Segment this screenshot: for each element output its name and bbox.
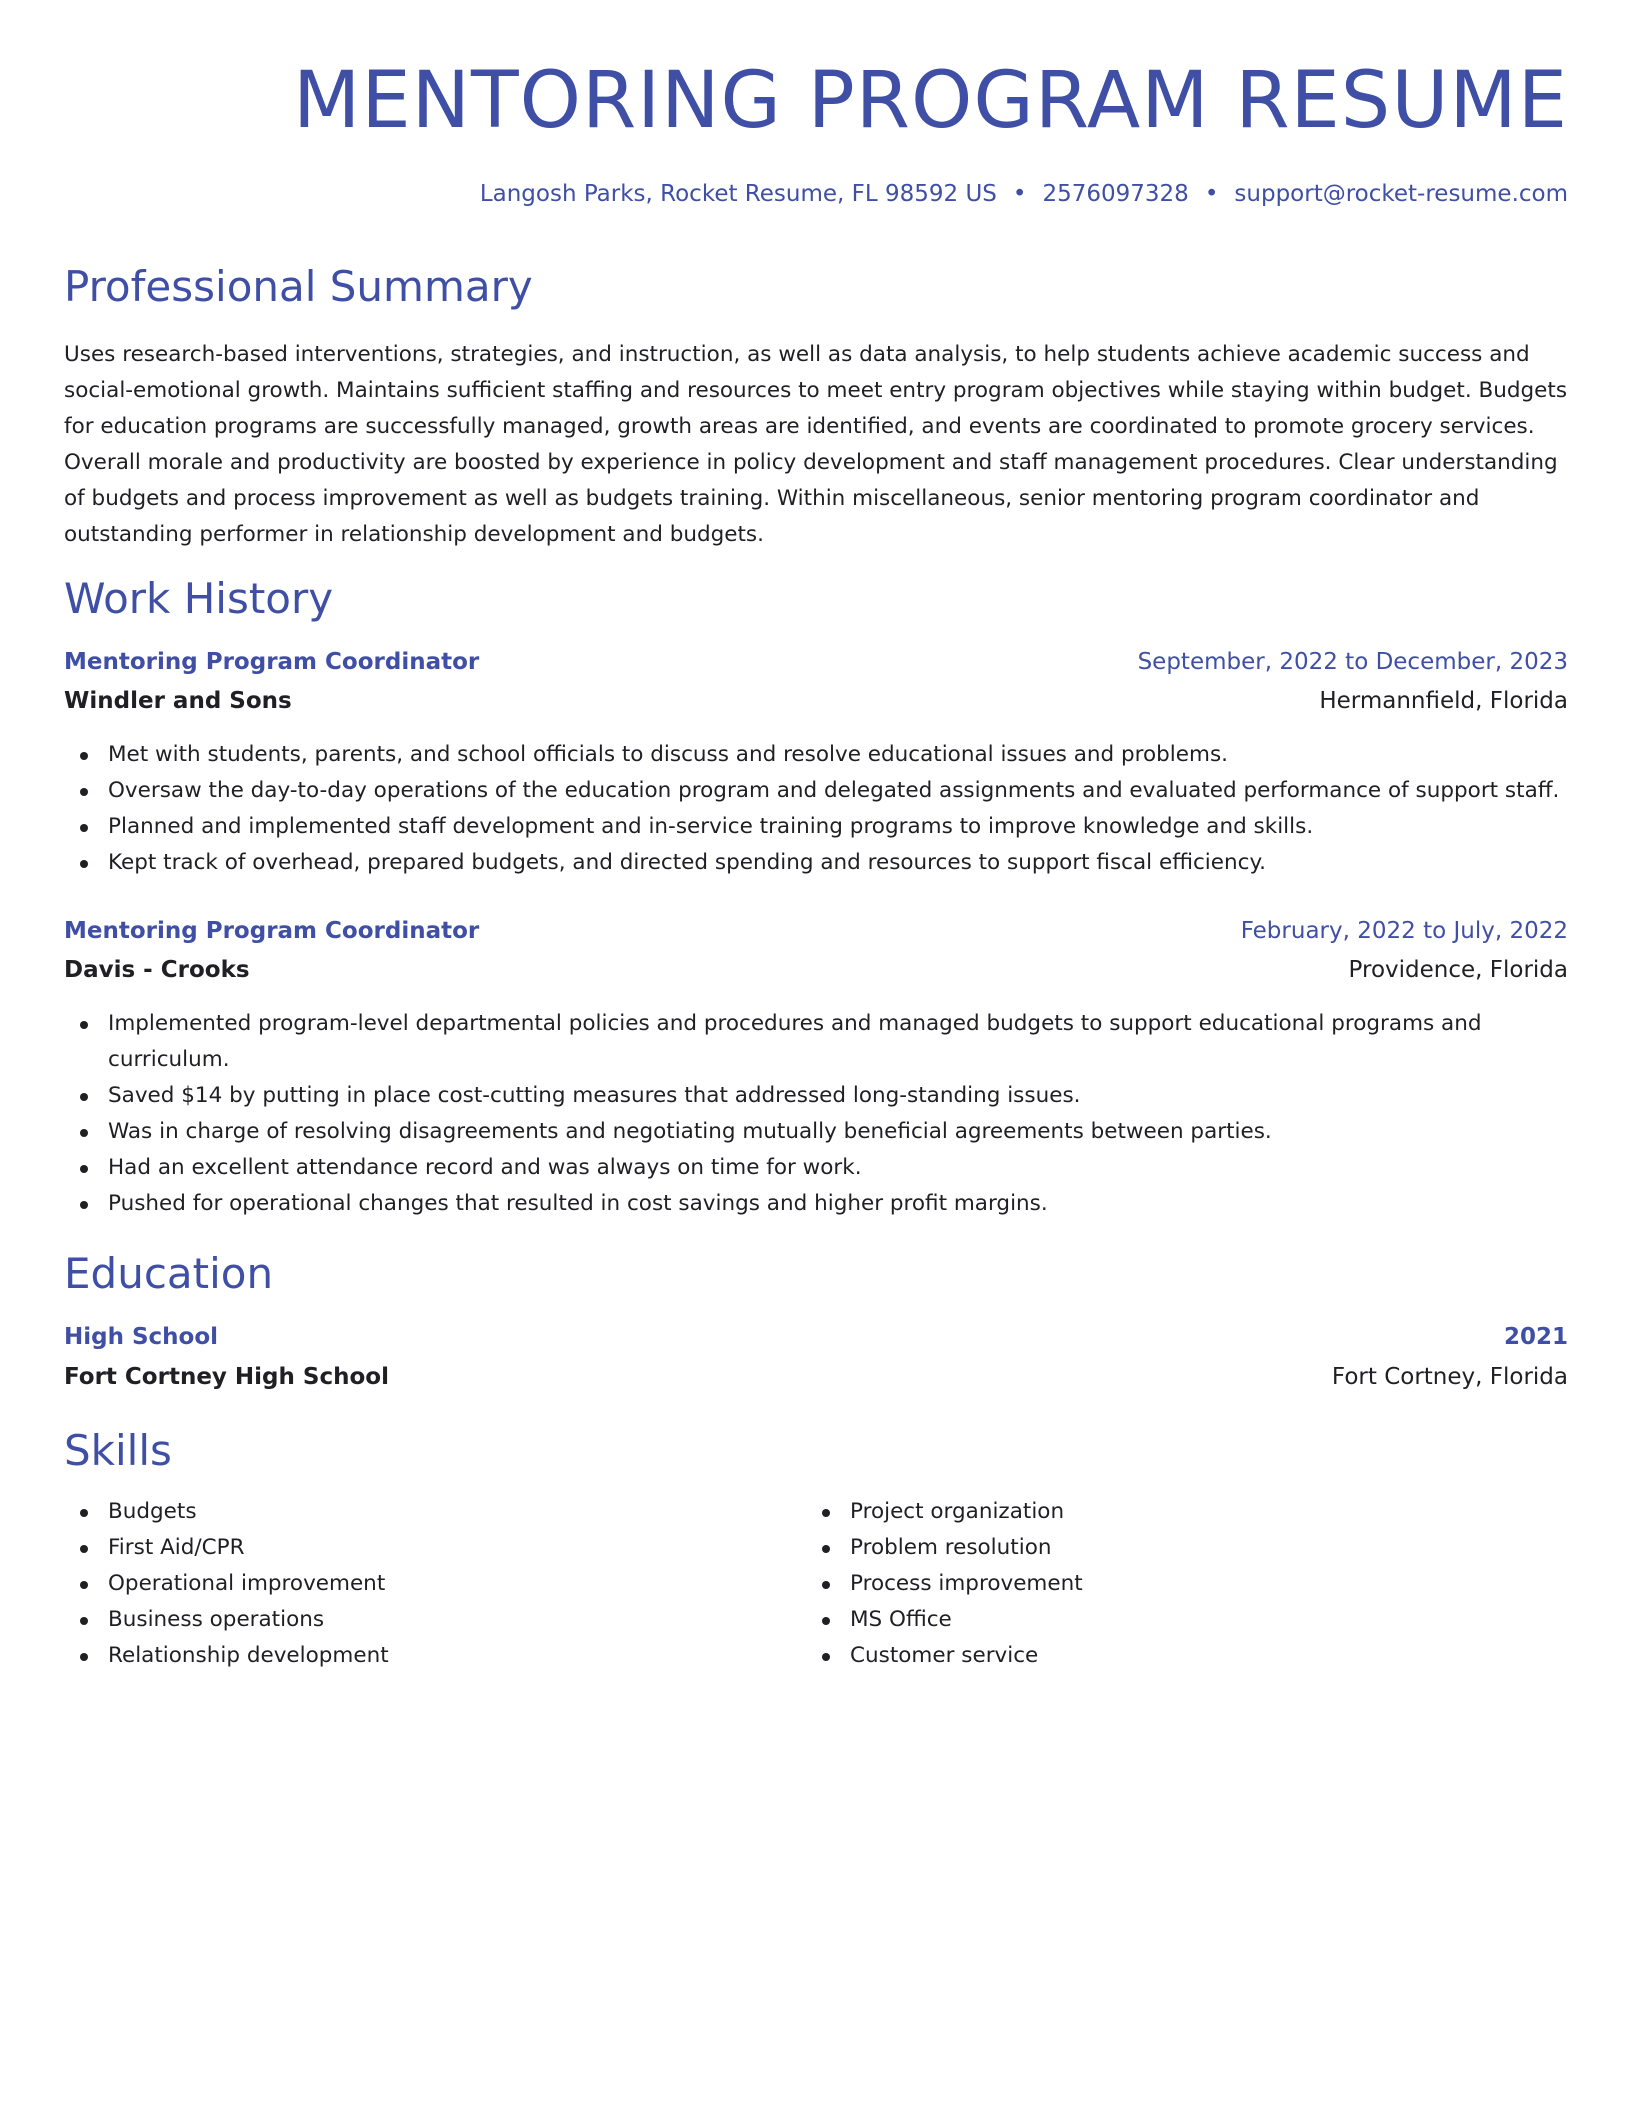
job-title: Mentoring Program Coordinator [64,649,480,675]
education-school: Fort Cortney High School [64,1364,389,1390]
skill-item: Project organization [850,1494,1632,1530]
skill-item: Customer service [850,1638,1632,1674]
education-year: 2021 [1503,1324,1568,1350]
job-bullets [64,1006,1568,1222]
job-title: Mentoring Program Coordinator [64,918,480,944]
skill-item: Process improvement [850,1566,1632,1602]
list-item: Kept track of overhead, prepared budgets, and directed spending and resources to support fiscal efficiency. [108,845,1568,881]
skill-item: First Aid/CPR [108,1530,1568,1566]
skill-item: Relationship development [108,1638,1568,1674]
skills-list-right [806,1494,1632,1674]
contact-address: Langosh Parks, Rocket Resume, FL 98592 US [479,181,997,207]
skill-item: Budgets [108,1494,1568,1530]
summary-text: Uses research-based interventions, strategies, and instruction, as well as data analysis, to help students achieve academic success and social-emotional growth. Maintains sufficient staffing and resources to meet entry program objectives while staying within budget. Budgets for education programs are successfully managed, growth areas are identified, and events are coordinated to promote grocery services. Overall morale and productivity are boosted by experience in policy development and staff management procedures. Clear understanding of budgets and process improvement as well as budgets training. Within miscellaneous, senior mentoring program coordinator and outstanding performer in relationship development and budgets. [64,342,1568,547]
education-header-row [64,1322,1568,1352]
summary-heading: Professional Summary [64,262,533,311]
job-header-row [64,647,1568,677]
contact-email: support@rocket-resume.com [1234,181,1568,207]
job-dates: September, 2022 to December, 2023 [1137,649,1568,675]
skill-item: Problem resolution [850,1530,1632,1566]
job-dates: February, 2022 to July, 2022 [1240,918,1568,944]
skill-item: Business operations [108,1602,1568,1638]
contact-separator: • [1012,181,1027,207]
contact-line [480,183,1568,206]
education-degree: High School [64,1324,219,1350]
education-heading: Education [64,1249,274,1298]
list-item: Planned and implemented staff development and in-service training programs to improve knowledge and skills. [108,809,1568,845]
skill-item: Operational improvement [108,1566,1568,1602]
list-item: Had an excellent attendance record and was always on time for work. [108,1150,1568,1186]
list-item: Implemented program-level departmental policies and procedures and managed budgets to support educational programs and curriculum. [108,1006,1568,1078]
skills-heading: Skills [64,1426,172,1475]
list-item: Met with students, parents, and school officials to discuss and resolve educational issues and problems. [108,737,1568,773]
education-location: Fort Cortney, Florida [1331,1364,1568,1390]
contact-phone: 2576097328 [1042,181,1189,207]
job-location: Providence, Florida [1348,957,1568,983]
job-bullets [64,737,1568,881]
work-history-heading: Work History [64,574,334,623]
job-company-row [64,955,1568,985]
job-location: Hermannfield, Florida [1319,688,1568,714]
education-school-row [64,1362,1568,1392]
contact-separator: • [1204,181,1219,207]
list-item: Was in charge of resolving disagreements and negotiating mutually beneficial agreements between parties. [108,1114,1568,1150]
job-company: Windler and Sons [64,688,292,714]
job-header-row [64,916,1568,946]
list-item: Saved $14 by putting in place cost-cutting measures that addressed long-standing issues. [108,1078,1568,1114]
job-company: Davis - Crooks [64,957,250,983]
list-item: Pushed for operational changes that resulted in cost savings and higher profit margins. [108,1186,1568,1222]
list-item: Oversaw the day-to-day operations of the education program and delegated assignments and evaluated performance of support staff. [108,773,1568,809]
skill-item: MS Office [850,1602,1632,1638]
resume-title: MENTORING PROGRAM RESUME [293,56,1568,146]
job-company-row [64,686,1568,716]
